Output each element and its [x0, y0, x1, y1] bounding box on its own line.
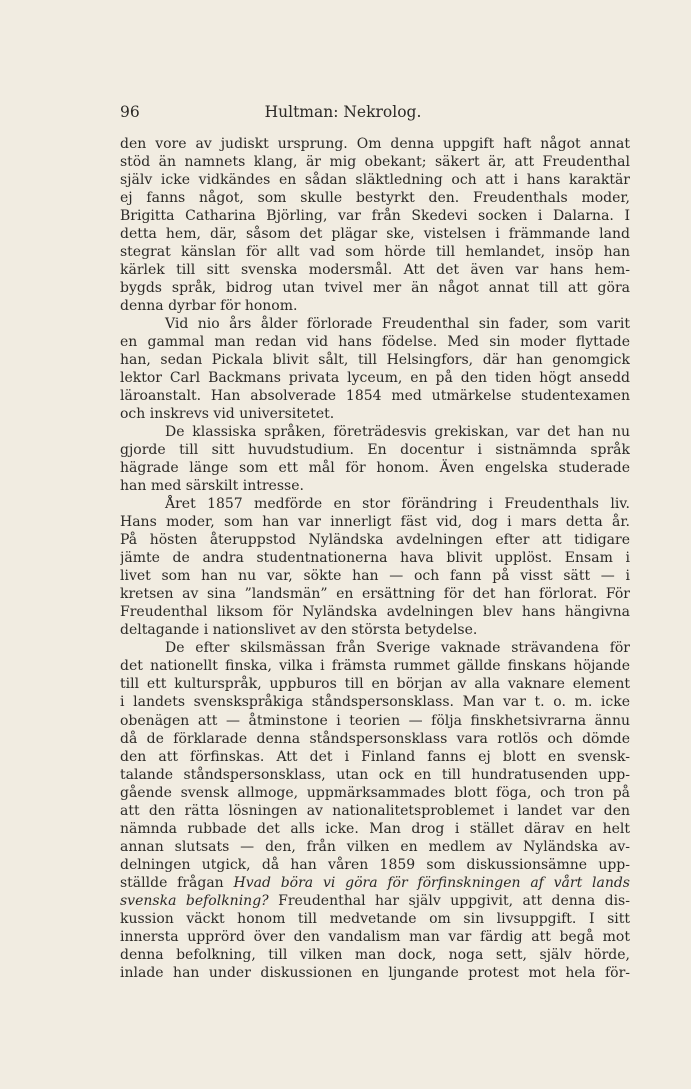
text-line: På hösten återuppstod Nyländska avdelningen efter att tidigare [120, 532, 630, 549]
text-line: ej fanns något, som skulle bestyrkt den. Freudenthals moder, [120, 190, 630, 207]
text-line: lektor Carl Backmans privata lyceum, en på den tiden högt ansedd [120, 370, 630, 387]
running-head: Hultman: Nekrolog. [264, 103, 422, 121]
text-line: De efter skilsmässan från Sverige vaknade strävandena för [165, 640, 630, 657]
text-line: stegrat känslan för allt vad som hörde till hemlandet, insöp han [120, 244, 630, 261]
text-line: den att förfinskas. Att det i Finland fanns ej blott en svensk- [120, 748, 630, 765]
page-number: 96 [120, 103, 140, 121]
italic-question-end: svenska befolkning? [120, 892, 269, 909]
text-line: hägrade länge som ett mål för honom. Även engelska studerade [120, 460, 630, 477]
text-line: stöd än namnets klang, är mig obekant; säkert är, att Freudenthal [120, 154, 630, 171]
body-text [120, 135, 630, 982]
text-line: Året 1857 medförde en stor förändring i Freudenthals liv. [165, 496, 630, 513]
text-line: livet som han nu var, sökte han — och fann på visst sätt — i [120, 568, 630, 585]
page-header [120, 101, 566, 123]
text-line: gående svensk allmoge, uppmärksammades blott föga, och tron på [120, 784, 630, 801]
text-line: inlade han under diskussionen en ljungande protest mot hela för- [120, 964, 630, 981]
text-line: den vore av judiskt ursprung. Om denna uppgift haft något annat [120, 136, 630, 152]
text-line: Freudenthal liksom för Nyländska avdelningen blev hans hängivna [120, 604, 630, 621]
text-line: i landets svenskspråkiga ståndspersonsklass. Man var t. o. m. icke [120, 694, 630, 711]
text-line: kussion väckt honom till medvetande om sin livsuppgift. I sitt [120, 910, 630, 927]
text-line: kretsen av sina ”landsmän” en ersättning för det han förlorat. För [120, 586, 630, 603]
text-line: att den rätta lösningen av nationalitetsproblemet i landet var den [120, 802, 630, 819]
text-line: talande ståndspersonsklass, utan ock en till hundratusenden upp- [120, 766, 630, 783]
text-line: nämnda rubbade det alls icke. Man drog i stället därav en helt [120, 820, 630, 837]
text-line: bygds språk, bidrog utan tvivel mer än något annat till att göra [120, 280, 630, 297]
italic-question: Hvad böra vi göra för förfinskningen af vårt lands [233, 874, 630, 891]
text-line: läroanstalt. Han absolverade 1854 med utmärkelse studentexamen [120, 388, 630, 405]
text-line: deltagande i nationslivet av den största betydelse. [120, 622, 478, 639]
text-line: till ett kulturspråk, uppburos till en början av alla vaknare element [120, 676, 630, 693]
text-line: han med särskilt intresse. [120, 478, 304, 495]
text-line: jämte de andra studentnationerna hava blivit upplöst. Ensam i [120, 550, 630, 567]
text-line: kärlek till sitt svenska modersmål. Att det även var hans hem- [120, 262, 630, 279]
text-line: Hans moder, som han var innerligt fäst vid, dog i mars detta år. [120, 514, 630, 531]
text-line: denna befolkning, till vilken man dock, noga sett, själv hörde, [120, 946, 630, 963]
text-line: obenägen att — åtminstone i teorien — följa finskhetsivrarna ännu [120, 712, 630, 729]
text-line: De klassiska språken, företrädesvis grekiskan, var det han nu [165, 424, 630, 441]
text-line: det nationellt finska, vilka i främsta rummet gällde finskans höjande [120, 658, 630, 675]
text-line: han, sedan Pickala blivit sålt, till Helsingfors, där han genomgick [120, 352, 630, 369]
text-line: då de förklarade denna ståndspersonsklass vara rotlös och dömde [120, 730, 630, 747]
text-line: innersta upprörd över den vandalism man var färdig att begå mot [120, 928, 630, 945]
text-line: Vid nio års ålder förlorade Freudenthal sin fader, som varit [165, 316, 630, 333]
text-line: Brigitta Catharina Björling, var från Skedevi socken i Dalarna. I [120, 208, 630, 225]
text-line: detta hem, där, såsom det plägar ske, vistelsen i främmande land [120, 226, 630, 243]
text-line: svenska befolkning? Freudenthal har själv uppgivit, att denna dis- [120, 892, 630, 909]
text-line: annan slutsats — den, från vilken en medlem av Nyländska av- [120, 838, 630, 855]
text-line: och inskrevs vid universitetet. [120, 406, 335, 423]
text-line: gjorde till sitt huvudstudium. En docentur i sistnämnda språk [120, 442, 630, 459]
text-line: själv icke vidkändes en sådan släktledning och att i hans karaktär [120, 172, 630, 189]
text-line: denna dyrbar för honom. [120, 298, 298, 315]
text-line: ställde frågan Hvad böra vi göra för förfinskningen af vårt lands [120, 874, 630, 891]
text-line: en gammal man redan vid hans födelse. Med sin moder flyttade [120, 334, 630, 351]
text-line: delningen utgick, då han våren 1859 som diskussionsämne upp- [120, 856, 630, 873]
